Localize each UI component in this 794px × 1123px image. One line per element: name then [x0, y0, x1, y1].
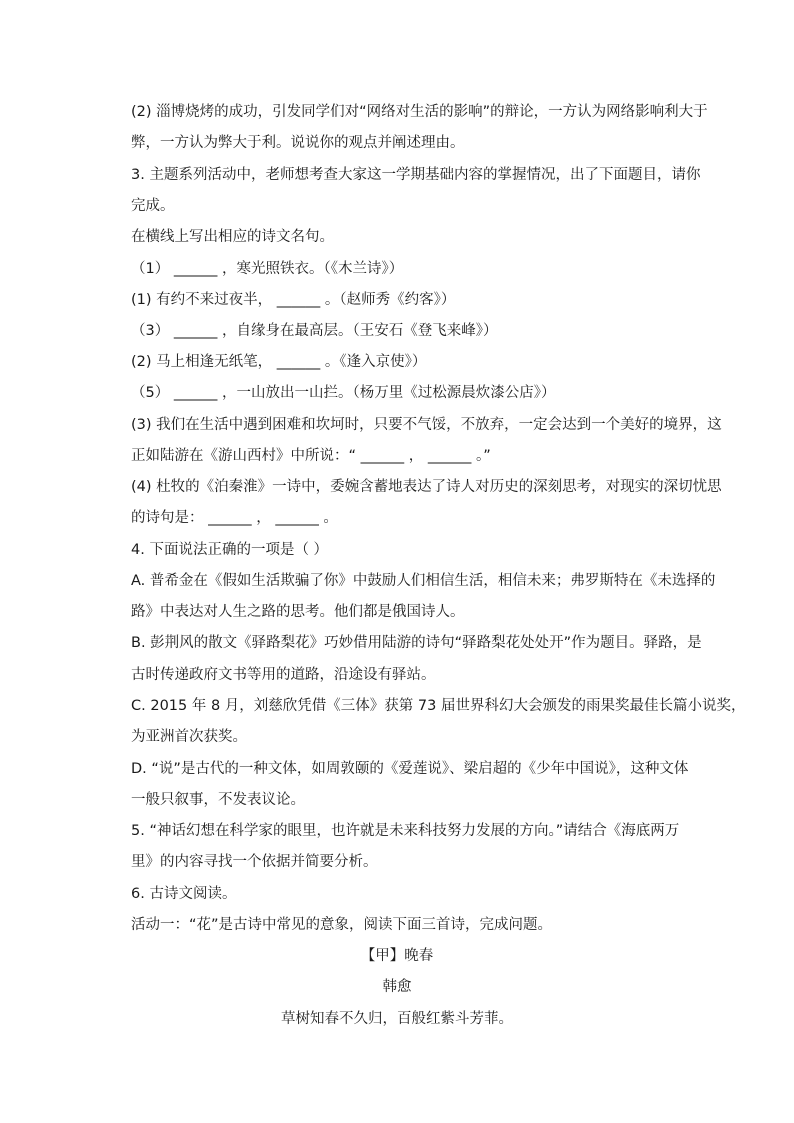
- text-line: 为亚洲首次获奖。: [131, 729, 247, 745]
- option-a-line: A. 普希金在《假如生活欺骗了你》中鼓励人们相信生活，相信未来；弗罗斯特在《未选择的: [131, 573, 716, 589]
- poem-title: 【甲】晚春: [360, 948, 434, 964]
- poem-verse: 草树知春不久归，百般红紫斗芳菲。: [281, 1011, 513, 1027]
- question-3-line: 3. 主题系列活动中，老师想考查大家这一学期基础内容的掌握情况，出了下面题目，请你: [131, 167, 701, 183]
- text-line: 里》的内容寻找一个依据并简要分析。: [131, 854, 378, 870]
- text-line: 古时传递政府文书等用的道路，沿途设有驿站。: [131, 667, 436, 683]
- text-line: (4) 杜牧的《泊秦淮》一诗中，委婉含蓄地表达了诗人对历史的深刻思考，对现实的深切忧思: [131, 479, 722, 495]
- option-d-line: D. “说”是古代的一种文体，如周敦颐的《爱莲说》、梁启超的《少年中国说》，这种文体: [131, 761, 689, 777]
- fill-blank-line: (2) 马上相逢无纸笔， ______ 。《逢入京使》）: [131, 354, 427, 370]
- fill-blank-line: 的诗句是： ______ ， ______ 。: [131, 510, 338, 526]
- text-line: 完成。: [131, 198, 175, 214]
- fill-blank-line: （5） ______ ，一山放出一山拦。（杨万里《过松源晨炊漆公店》）: [131, 385, 556, 401]
- poem-author: 韩愈: [382, 979, 412, 995]
- question-5-line: 5. “神话幻想在科学家的眼里，也许就是未来科技努力发展的方向。”请结合《海底两万: [131, 823, 680, 839]
- text-line: 一般只叙事，不发表议论。: [131, 792, 305, 808]
- text-line: (3) 我们在生活中遇到困难和坎坷时，只要不气馁，不放弃，一定会达到一个美好的境界，这: [131, 417, 722, 433]
- instruction-line: 在横线上写出相应的诗文名句。: [131, 229, 334, 245]
- text-line: 路》中表达对人生之路的思考。他们都是俄国诗人。: [131, 604, 465, 620]
- option-c-line: C. 2015 年 8 月，刘慈欣凭借《三体》获第 73 届世界科幻大会颁发的雨果奖最佳长篇小说奖，: [131, 698, 746, 714]
- activity-line: 活动一：“花”是古诗中常见的意象，阅读下面三首诗，完成问题。: [131, 917, 553, 933]
- fill-blank-line: （1） ______ ，寒光照铁衣。（《木兰诗》）: [131, 261, 404, 277]
- fill-blank-line: 正如陆游在《游山西村》中所说：“ ______ ， ______ 。”: [131, 448, 491, 464]
- question-6-line: 6. 古诗文阅读。: [131, 886, 237, 902]
- fill-blank-line: （3） ______ ，自缘身在最高层。（王安石《登飞来峰》）: [131, 323, 498, 339]
- question-4-line: 4. 下面说法正确的一项是（ ）: [131, 542, 329, 558]
- fill-blank-line: (1) 有约不来过夜半， ______ 。（赵师秀《约客》）: [131, 292, 456, 308]
- text-line: 弊，一方认为弊大于利。说说你的观点并阐述理由。: [131, 135, 465, 151]
- option-b-line: B. 彭荆风的散文《驿路梨花》巧妙借用陆游的诗句“驿路梨花处处开”作为题目。驿路，是: [131, 635, 702, 651]
- text-line: (2) 淄博烧烤的成功，引发同学们对“网络对生活的影响”的辩论，一方认为网络影响利大于: [131, 104, 708, 120]
